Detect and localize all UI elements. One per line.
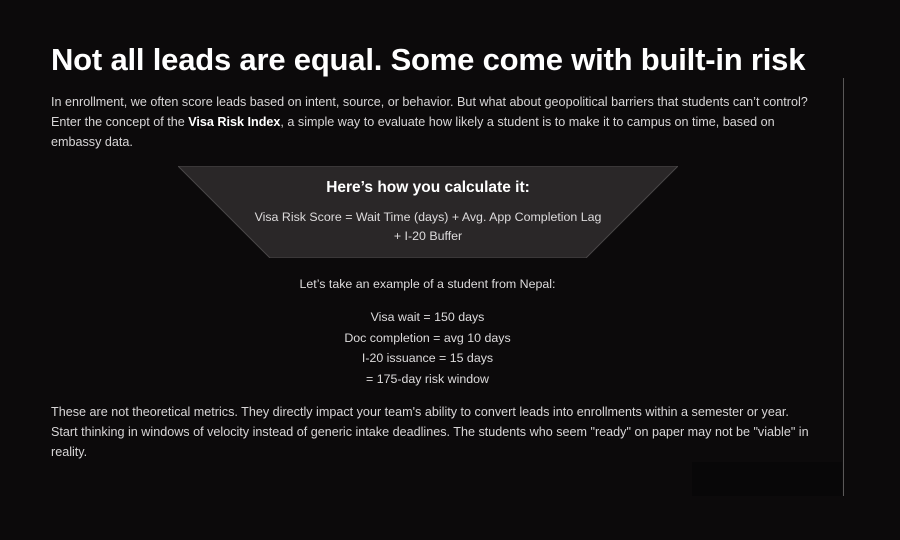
example-line-total: = 175-day risk window xyxy=(366,371,489,386)
intro-text-start: In enrollment, we often score leads based on intent, source, or behavior. But what about geopolitical barriers that students can’t control? Enter the concept of the xyxy=(51,95,808,129)
dark-overlay-box xyxy=(692,462,842,496)
example-line-doc-completion: Doc completion = avg 10 days xyxy=(344,330,511,345)
example-line-visa-wait: Visa wait = 150 days xyxy=(370,310,485,324)
example-calculation xyxy=(0,307,855,389)
visa-risk-index-term: Visa Risk Index xyxy=(188,115,281,129)
page-title: Not all leads are equal. Some come with built-in risk xyxy=(51,42,806,77)
intro-text-end: , a simple way to evaluate how likely a student is to make it to campus on time, based on embassy data. xyxy=(51,115,775,149)
formula-callout xyxy=(178,166,678,258)
intro-paragraph xyxy=(51,92,811,152)
closing-paragraph: These are not theoretical metrics. They directly impact your team's ability to convert leads into enrollments within a semester or year. Start thinking in windows of velocity instead of generic intake deadlines. The students who seem "ready" on paper may not be "viable" in reality. xyxy=(51,405,809,459)
example-intro: Let’s take an example of a student from Nepal: xyxy=(299,277,556,291)
example-line-i20-issuance: I-20 issuance = 15 days xyxy=(361,351,494,365)
callout-heading: Here’s how you calculate it: xyxy=(326,179,530,196)
risk-score-formula: Visa Risk Score = Wait Time (days) + Avg. App Completion Lag + I-20 Buffer xyxy=(254,210,602,243)
